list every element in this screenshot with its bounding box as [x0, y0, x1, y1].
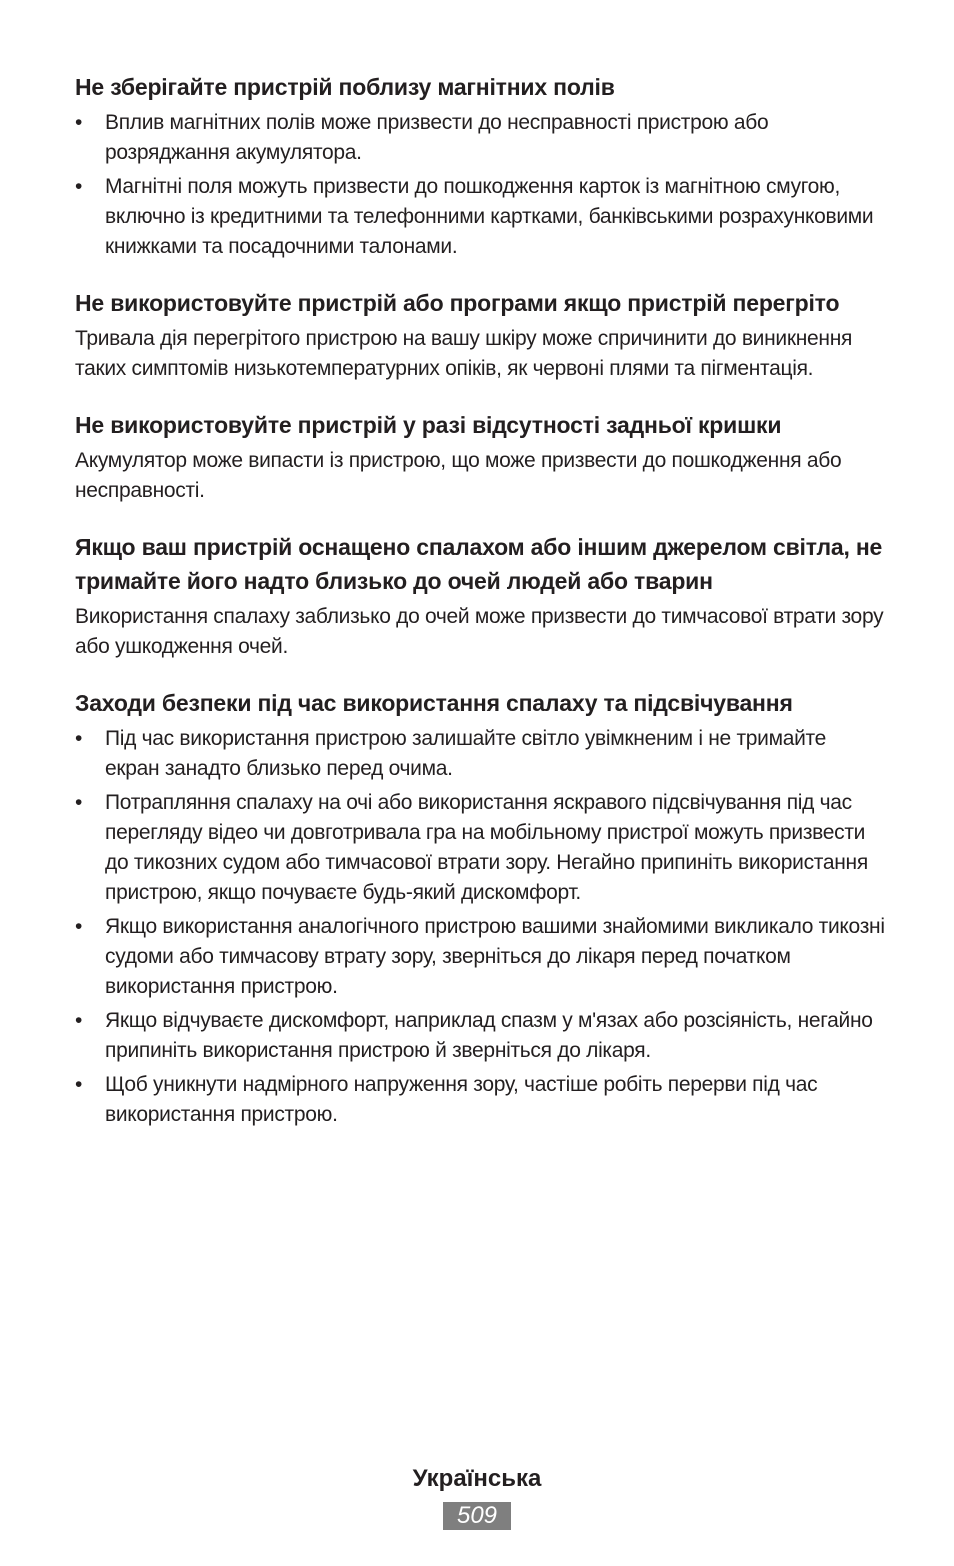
bullet-marker: •: [75, 791, 83, 814]
document-body: [75, 70, 885, 1154]
list-item: [75, 172, 885, 262]
section-heading: Не використовуйте пристрій або програми якщо пристрій перегріто: [75, 290, 840, 316]
section-flash-eyes: [75, 530, 885, 662]
list-item: [75, 1070, 885, 1130]
bullet-marker: •: [75, 1009, 83, 1032]
section-paragraph: Тривала дія перегрітого пристрою на вашу шкіру може спричинити до виникнення таких симптомів низькотемпературних опіків, як червоні плями та пігментація.: [75, 327, 853, 380]
bullet-list: [75, 108, 885, 262]
list-item-text: Якщо використання аналогічного пристрою вашими знайомими викликало тикозні судоми або тимчасову втрату зору, зверніться до лікаря перед початком використання пристрою.: [105, 915, 885, 998]
list-item-text: Якщо відчуваєте дискомфорт, наприклад спазм у м'язах або розсіяність, негайно припиніть використання пристрою й зверніться до лікаря.: [105, 1009, 873, 1062]
section-flash-safety: [75, 686, 885, 1130]
section-paragraph: Акумулятор може випасти із пристрою, що може призвести до пошкодження або несправності.: [75, 449, 842, 502]
section-heading: Заходи безпеки під час використання спалаху та підсвічування: [75, 690, 793, 716]
list-item-text: Щоб уникнути надмірного напруження зору, частіше робіть перерви під час використання пристрою.: [105, 1073, 818, 1126]
list-item-text: Під час використання пристрою залишайте світло увімкненим і не тримайте екран занадто близько перед очима.: [105, 727, 827, 780]
section-back-cover: [75, 408, 885, 506]
list-item: [75, 912, 885, 1002]
footer-language: Українська: [412, 1465, 542, 1492]
list-item-text: Магнітні поля можуть призвести до пошкодження карток із магнітною смугою, включно із кредитними та телефонними картками, банківськими розрахунковими книжками та посадочними талонами.: [105, 175, 874, 258]
bullet-list: [75, 724, 885, 1130]
section-heading: Не використовуйте пристрій у разі відсутності задньої кришки: [75, 412, 782, 438]
section-paragraph: Використання спалаху заблизько до очей може призвести до тимчасової втрати зору або ушкодження очей.: [75, 605, 884, 658]
bullet-marker: •: [75, 727, 83, 750]
list-item: [75, 788, 885, 908]
bullet-marker: •: [75, 915, 83, 938]
bullet-marker: •: [75, 1073, 83, 1096]
list-item: [75, 108, 885, 168]
bullet-marker: •: [75, 175, 83, 198]
list-item-text: Вплив магнітних полів може призвести до несправності пристрою або розряджання акумулятора.: [105, 111, 769, 164]
section-overheated: [75, 286, 885, 384]
section-heading: Якщо ваш пристрій оснащено спалахом або іншим джерелом світла, не тримайте його надто близько до очей людей або тварин: [75, 534, 883, 594]
list-item-text: Потрапляння спалаху на очі або використання яскравого підсвічування під час перегляду відео чи довготривала гра на мобільному пристрої можуть призвести до тикозних судом або тимчасової втрати зору. Негайно припиніть використання пристрою, якщо почуваєте будь-який дискомфорт.: [105, 791, 868, 904]
page-number-badge: 509: [443, 1502, 511, 1530]
page-footer: [0, 1462, 954, 1530]
list-item: [75, 724, 885, 784]
section-magnetic-fields: [75, 70, 885, 262]
list-item: [75, 1006, 885, 1066]
bullet-marker: •: [75, 111, 83, 134]
section-heading: Не зберігайте пристрій поблизу магнітних полів: [75, 74, 615, 100]
